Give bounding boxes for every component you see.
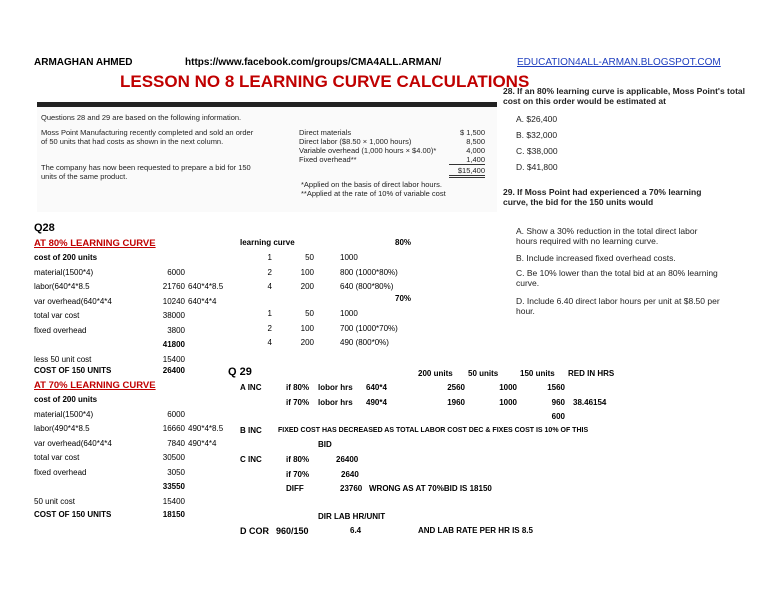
calc-value: 16660	[162, 424, 185, 433]
calc-value: 41800	[162, 340, 185, 349]
a-row1-cell: 2560	[447, 383, 465, 392]
a-row1-cell: 640*4	[366, 383, 387, 392]
lc-cell: 2	[267, 267, 272, 277]
cost-label: Direct materials	[299, 128, 352, 137]
col-head: RED IN HRS	[568, 369, 615, 378]
d-note: AND LAB RATE PER HR IS 8.5	[418, 526, 533, 535]
q28-option-b: B. $32,000	[516, 130, 558, 140]
calc-label: less 50 unit cost	[34, 354, 92, 364]
calc-value: 6000	[167, 409, 185, 419]
a-row1-cell: if 80%	[286, 383, 310, 392]
calc-label: fixed overhead	[34, 325, 87, 335]
a-row2-cell: 38.46154	[573, 398, 607, 407]
calc-value: 15400	[162, 354, 185, 364]
col-head: 50 units	[468, 369, 499, 378]
c-cell: 2640	[341, 470, 359, 479]
a-row2-cell: 1000	[499, 398, 517, 407]
d-head: DIR LAB HR/UNIT	[318, 512, 386, 521]
calc-label: total var cost	[34, 311, 80, 320]
a-row1-cell: 1560	[547, 383, 565, 392]
scan-top-bar	[37, 102, 497, 107]
c-label: C INC	[240, 455, 262, 464]
c-cell: 26400	[336, 455, 359, 464]
lc-80-percent: 80%	[395, 238, 412, 247]
calc-value: 3800	[167, 325, 185, 335]
a-row2-cell: lobor hrs	[318, 398, 353, 407]
a-row2-cell: 490*4	[366, 398, 387, 407]
lc-70-percent: 70%	[395, 294, 412, 303]
calc-value: 38000	[162, 311, 185, 320]
cost-label: Variable overhead (1,000 hours × $4.00)*	[299, 146, 437, 155]
calc-formula: 640*4*4	[188, 296, 217, 306]
calc-label: var overhead(640*4*4	[34, 296, 112, 306]
at70-heading: AT 70% LEARNING CURVE	[34, 380, 156, 391]
d-label: D COR	[240, 526, 269, 536]
a-row2-cell: 1960	[447, 398, 465, 407]
cost-label: Fixed overhead**	[299, 155, 357, 164]
b-text: FIXED COST HAS DECREASED AS TOTAL LABOR COST DEC & FIXES COST IS 10% OF THIS	[278, 427, 589, 434]
question-scan-box	[37, 102, 497, 212]
author-name: ARMAGHAN AHMED	[34, 57, 133, 68]
calc-label: material(1500*4)	[34, 267, 94, 277]
a-label: A INC	[240, 383, 262, 392]
calc-value: 3050	[167, 467, 185, 477]
calc-formula: 490*4*8.5	[188, 424, 224, 433]
col-head: 200 units	[418, 369, 453, 378]
a-row2-cell: if 70%	[286, 398, 310, 407]
cost-total: $15,400	[449, 166, 485, 178]
lc-heading: learning curve	[240, 238, 295, 247]
lc-cell: 4	[267, 282, 272, 291]
calc-value: 33550	[162, 482, 185, 491]
scan-para1: Moss Point Manufacturing recently completed and sold an order of 50 units that had costs as shown in the next column.	[41, 128, 254, 146]
calc-label: fixed overhead	[34, 467, 87, 477]
lc-cell: 490 (800*0%)	[340, 338, 389, 347]
b-text2: BID	[318, 440, 332, 449]
q29-option-d: D. Include 6.40 direct labor hours per unit at $8.50 per hour.	[516, 296, 720, 316]
scan-footnote: **Applied at the rate of 10% of variable cost	[301, 189, 446, 198]
lc-cell: 200	[300, 282, 314, 291]
lc-cell: 100	[300, 323, 314, 333]
calc-label: 50 unit cost	[34, 496, 75, 506]
q28-option-a: A. $26,400	[516, 114, 558, 124]
cost150-value: 18150	[162, 510, 185, 519]
a-row1-cell: 1000	[499, 383, 517, 392]
calc-formula: 640*4*8.5	[188, 282, 224, 291]
scan-para2: The company has now been requested to prepare a bid for 150 units of the same product.	[41, 163, 251, 181]
cost150-label: COST OF 150 UNITS	[34, 510, 112, 519]
calc-value: 21760	[162, 282, 185, 291]
c-cell: if 80%	[286, 455, 310, 464]
q28-label: Q28	[34, 222, 55, 234]
calc-value: 15400	[162, 496, 185, 506]
a-row2-cell: 960	[551, 398, 565, 407]
lc-cell: 50	[305, 309, 314, 318]
cost150-label: COST OF 150 UNITS	[34, 366, 112, 375]
scan-footnote: *Applied on the basis of direct labor hours.	[301, 180, 442, 189]
lc-cell: 1000	[340, 309, 358, 318]
c-cell: if 70%	[286, 470, 310, 479]
q28-question: 28. If an 80% learning curve is applicable, Moss Point's total cost on this order would be estimated at	[503, 86, 745, 106]
q28-option-c: C. $38,000	[516, 146, 558, 156]
lesson-title: LESSON NO 8 LEARNING CURVE CALCULATIONS	[120, 72, 530, 91]
q29-label: Q 29	[228, 366, 252, 378]
col-head: 150 units	[520, 369, 555, 378]
lc-cell: 1	[267, 253, 272, 262]
q29-option-c: C. Be 10% lower than the total bid at an 80% learning curve.	[516, 268, 718, 288]
lc-cell: 100	[300, 267, 314, 277]
calc-label: labor(490*4*8.5	[34, 424, 90, 433]
a-row1-cell: lobor hrs	[318, 383, 353, 392]
lc-cell: 1000	[340, 253, 358, 262]
q29-option-a: A. Show a 30% reduction in the total direct labor hours required with no learning curve.	[516, 226, 698, 246]
calc-label: cost of 200 units	[34, 395, 98, 404]
cost-value: $ 1,500	[459, 128, 485, 137]
c-cell: WRONG AS AT 70%BID IS 18150	[369, 484, 492, 493]
calc-label: total var cost	[34, 453, 80, 462]
calc-label: var overhead(640*4*4	[34, 438, 112, 448]
scan-intro: Questions 28 and 29 are based on the following information.	[41, 113, 242, 122]
cost-value: 1,400	[449, 155, 485, 165]
at80-heading: AT 80% LEARNING CURVE	[34, 238, 156, 249]
lc-cell: 700 (1000*70%)	[340, 323, 398, 333]
a-extra: 600	[551, 412, 565, 421]
calc-value: 10240	[162, 296, 185, 306]
calc-value: 30500	[162, 453, 185, 462]
calc-label: cost of 200 units	[34, 253, 98, 262]
d-value: 6.4	[350, 526, 362, 535]
lc-cell: 1	[267, 309, 272, 318]
d-calc: 960/150	[276, 526, 309, 536]
cost150-value: 26400	[162, 366, 185, 375]
c-cell: DIFF	[286, 484, 304, 493]
blog-link[interactable]: EDUCATION4ALL-ARMAN.BLOGSPOT.COM	[517, 57, 721, 68]
calc-value: 6000	[167, 267, 185, 277]
calc-value: 7840	[167, 438, 185, 448]
cost-value: 4,000	[466, 146, 485, 155]
lc-cell: 2	[267, 323, 272, 333]
lc-cell: 200	[300, 338, 314, 347]
cost-label: Direct labor ($8.50 × 1,000 hours)	[299, 137, 412, 146]
lc-cell: 640 (800*80%)	[340, 282, 394, 291]
calc-label: material(1500*4)	[34, 409, 94, 419]
lc-cell: 4	[267, 338, 272, 347]
cost-value: 8,500	[466, 137, 485, 146]
calc-formula: 490*4*4	[188, 438, 217, 448]
q29-question: 29. If Moss Point had experienced a 70% learning curve, the bid for the 150 units would	[503, 187, 702, 207]
calc-label: labor(640*4*8.5	[34, 282, 90, 291]
q29-option-b: B. Include increased fixed overhead costs.	[516, 253, 676, 263]
facebook-url[interactable]: https://www.facebook.com/groups/CMA4ALL.ARMAN/	[185, 57, 442, 68]
b-label: B INC	[240, 426, 262, 435]
lc-cell: 50	[305, 253, 314, 262]
q28-option-d: D. $41,800	[516, 162, 558, 172]
lc-cell: 800 (1000*80%)	[340, 267, 398, 277]
c-cell: 23760	[340, 484, 363, 493]
